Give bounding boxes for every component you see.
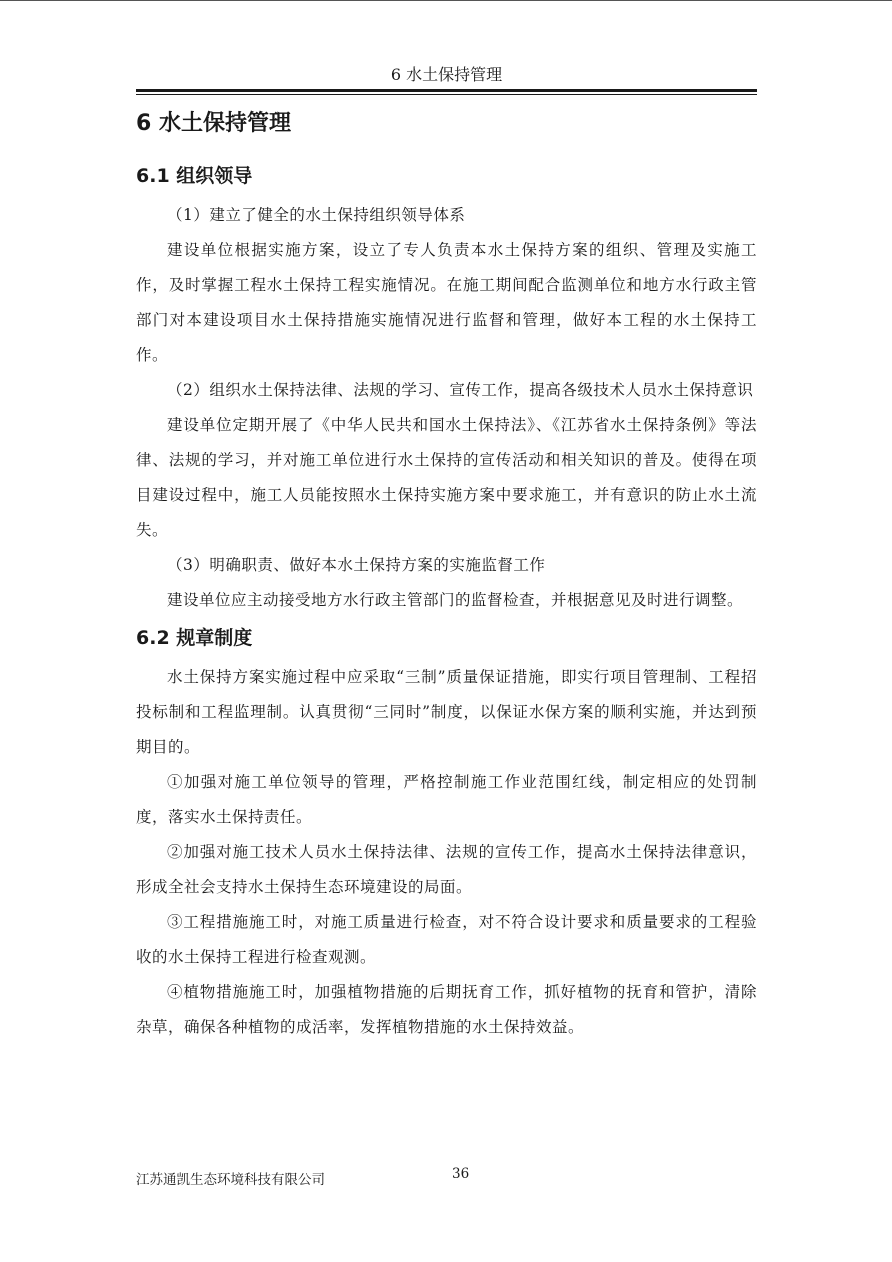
paragraph: 建设单位根据实施方案，设立了专人负责本水土保持方案的组织、管理及实施工作，及时掌握工程水土保持工程实施情况。在施工期间配合监测单位和地方水行政主管部门对本建设项目水土保持措施实施情况进行监督和管理，做好本工程的水土保持工作。 (136, 241, 757, 364)
paragraph: 建设单位定期开展了《中华人民共和国水土保持法》、《江苏省水土保持条例》等法律、法规的学习，并对施工单位进行水土保持的宣传活动和相关知识的普及。使得在项目建设过程中，施工人员能按照水土保持实施方案中要求施工，并有意识的防止水土流失。 (136, 416, 757, 539)
paragraph: （3）明确职责、做好本水土保持方案的实施监督工作 (167, 556, 546, 574)
paragraph: ③工程措施施工时，对施工质量进行检查，对不符合设计要求和质量要求的工程验收的水土保持工程进行检查观测。 (136, 913, 757, 966)
paragraph: 建设单位应主动接受地方水行政主管部门的监督检查，并根据意见及时进行调整。 (167, 591, 744, 609)
header-rule-thin (136, 94, 757, 95)
paragraph: 水土保持方案实施过程中应采取“三制”质量保证措施，即实行项目管理制、工程招投标制和工程监理制。认真贯彻“三同时”制度，以保证水保方案的顺利实施，并达到预期目的。 (136, 668, 757, 756)
paragraph: （1）建立了健全的水土保持组织领导体系 (167, 206, 466, 224)
footer-company: 江苏通凯生态环境科技有限公司 (136, 1172, 325, 1188)
header-rule-thick (136, 89, 757, 92)
paragraph: ①加强对施工单位领导的管理，严格控制施工作业范围红线，制定相应的处罚制度，落实水土保持责任。 (136, 773, 757, 826)
running-header: 6 水土保持管理 (390, 65, 503, 84)
paragraph: ④植物措施施工时，加强植物措施的后期抚育工作，抓好植物的抚育和管护，清除杂草，确保各种植物的成活率，发挥植物措施的水土保持效益。 (136, 983, 757, 1036)
section-title-6-2: 6.2 规章制度 (136, 627, 253, 649)
document-body (136, 104, 757, 1045)
paragraph: （2）组织水土保持法律、法规的学习、宣传工作，提高各级技术人员水土保持意识 (167, 381, 754, 399)
paragraph: ②加强对施工技术人员水土保持法律、法规的宣传工作，提高水土保持法律意识，形成全社会支持水土保持生态环境建设的局面。 (136, 843, 757, 896)
section-title-6-1: 6.1 组织领导 (136, 165, 253, 187)
chapter-title: 6 水土保持管理 (136, 111, 291, 136)
page-number: 36 (452, 1166, 470, 1182)
